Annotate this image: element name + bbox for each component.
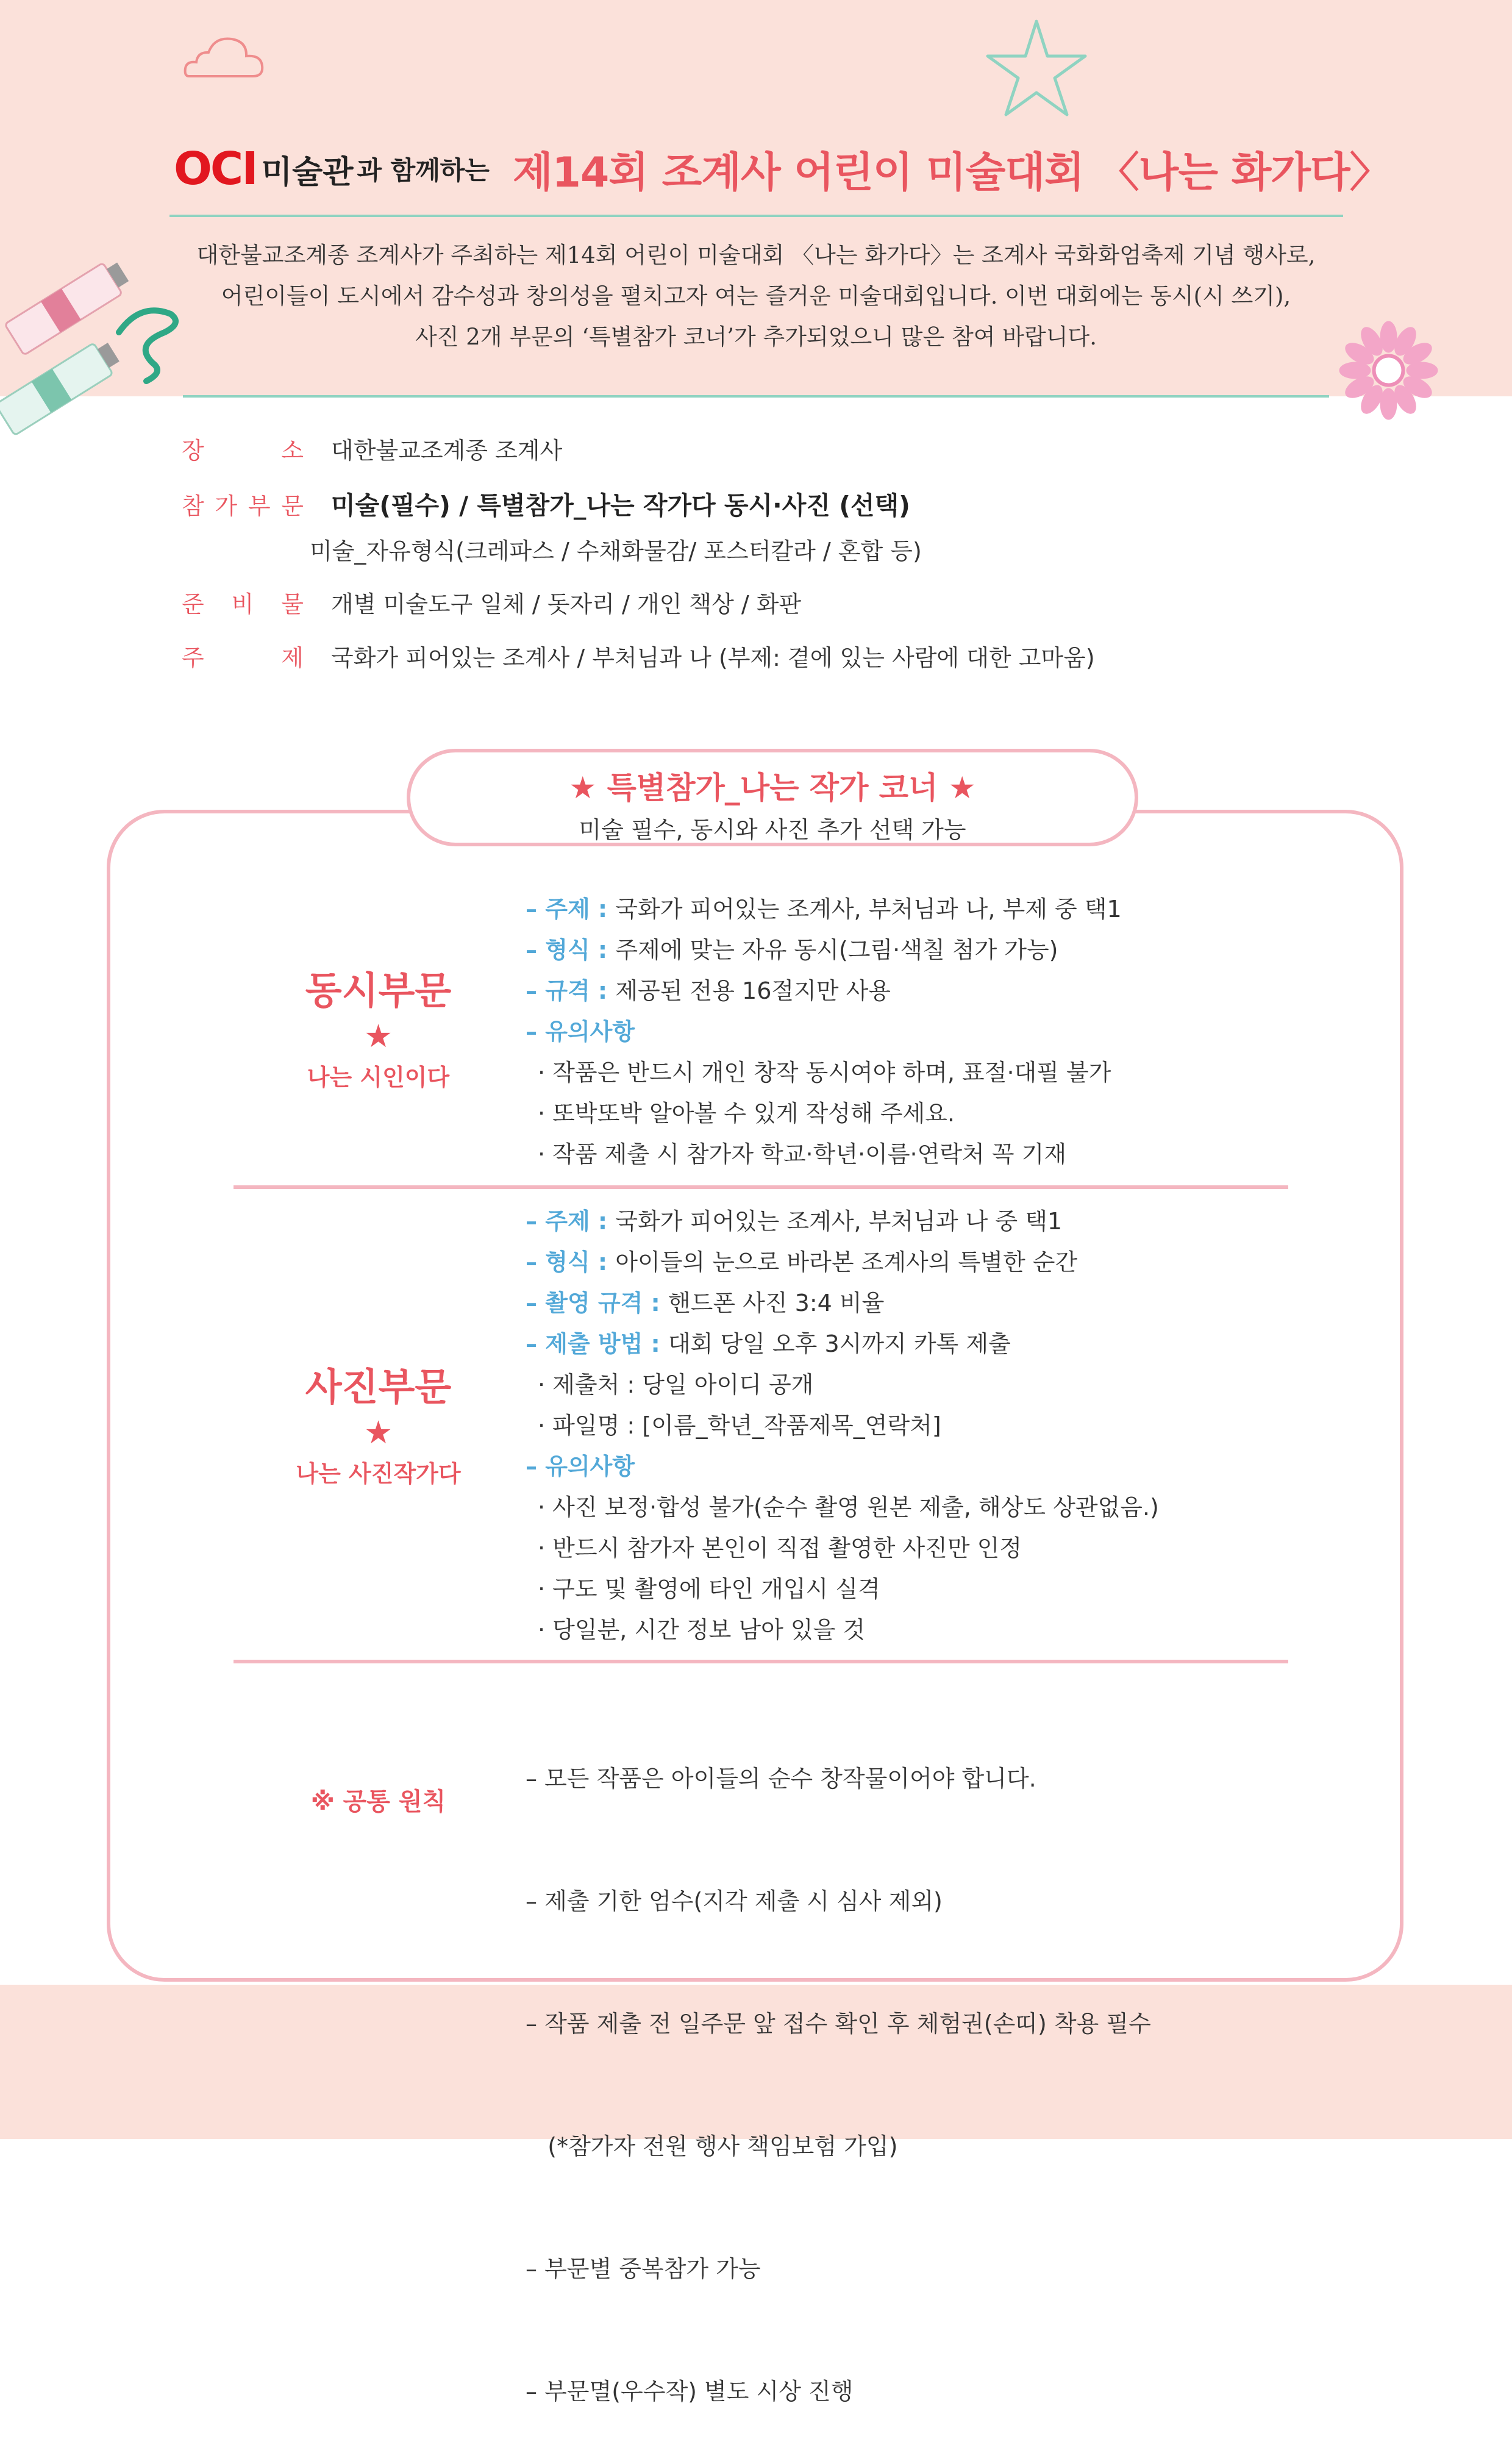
list-item: – 형식 : 아이들의 눈으로 바라본 조계사의 특별한 순간 [526, 1249, 1078, 1276]
list-item: – 제출 방법 : 대회 당일 오후 3시까지 카톡 제출 [526, 1330, 1011, 1357]
section-title: 동시부문 [305, 968, 452, 1013]
list-item: – 유의사항 [526, 1018, 635, 1045]
section-subtitle: 나는 사진작가다 [296, 1460, 461, 1487]
list-item: – 형식 : 주제에 맞는 자유 동시(그림·색칠 첨가 가능) [526, 937, 1058, 963]
with-label: 과 함께하는 [357, 155, 490, 185]
special-subtitle: 미술 필수, 동시와 사진 추가 선택 가능 [579, 816, 966, 843]
list-item: – 부문멸(우수작) 별도 시상 진행 [526, 2378, 854, 2405]
list-item: – 유의사항 [526, 1453, 635, 1480]
photo-section-heading [234, 1357, 523, 1488]
star-icon [985, 18, 1088, 119]
museum-label: 미술관 [261, 154, 354, 191]
info-value: 국화가 피어있는 조계사 / 부처님과 나 (부제: 곁에 있는 사람에 대한 고마움) [331, 644, 1095, 671]
section-divider [234, 1660, 1288, 1663]
list-item: · 당일분, 시간 정보 남아 있을 것 [538, 1616, 866, 1643]
list-item: – 부문별 중복참가 가능 [526, 2255, 761, 2282]
cloud-icon [183, 30, 268, 82]
intro-line: 사진 2개 부문의 ‘특별참가 코너’가 추가되었으니 많은 참여 바랍니다. [415, 324, 1097, 350]
list-item: – 규격 : 제공된 전용 16절지만 사용 [526, 977, 891, 1004]
list-item: – 제출 기한 엄수(지각 제출 시 심사 제외) [526, 1888, 943, 1915]
list-item: · 사진 보정·합성 불가(순수 촬영 원본 제출, 해상도 상관없음.) [538, 1494, 1159, 1521]
info-category-sub: 미술_자유형식(크레파스 / 수채화물감/ 포스터칼라 / 혼합 등) [310, 538, 922, 565]
list-item: · 반드시 참가자 본인이 직접 촬영한 사진만 인정 [538, 1535, 1022, 1562]
info-place [182, 432, 562, 465]
info-prep [182, 585, 801, 619]
info-label: 주 제 [182, 644, 304, 671]
section-title: 사진부문 [305, 1365, 452, 1409]
poem-section-heading [234, 960, 523, 1092]
title-divider [169, 215, 1343, 217]
info-category [182, 485, 910, 521]
list-item: – 주제 : 국화가 피어있는 조계사, 부처님과 나, 부제 중 택1 [526, 896, 1122, 923]
info-label: 참 가 부 문 [182, 493, 304, 520]
list-item: – 모든 작품은 아이들의 순수 창작물이어야 합니다. [526, 1765, 1036, 1792]
page-title [174, 135, 1391, 202]
list-item: · 구도 및 촬영에 타인 개입시 실격 [538, 1576, 880, 1602]
info-theme [182, 639, 1095, 673]
list-item: · 작품은 반드시 개인 창작 동시여야 하며, 표절·대필 불가 [538, 1059, 1111, 1086]
list-item: – 주제 : 국화가 피어있는 조계사, 부처님과 나 중 택1 [526, 1208, 1063, 1235]
section-subtitle: 나는 시인이다 [307, 1064, 450, 1091]
intro-text [146, 235, 1366, 357]
info-value: 대한불교조계종 조계사 [331, 437, 563, 464]
intro-line: 대한불교조계종 조계사가 주최하는 제14회 어린이 미술대회 〈나는 화가다〉는 조계사 국화화엄축제 기념 행사로, [196, 242, 1316, 268]
list-item: (*참가자 전원 행사 책임보험 가입) [526, 2133, 898, 2160]
common-rules-title: ※ 공통 원칙 [310, 1788, 446, 1816]
intro-line: 어린이들이 도시에서 감수성과 창의성을 펼치고자 여는 즐거운 미술대회입니다. 이번 대회에는 동시(시 쓰기), [221, 283, 1291, 309]
poem-details [526, 889, 1294, 1175]
list-item: · 파일명 : [이름_학년_작품제목_연락처] [538, 1412, 941, 1439]
list-item: · 제출처 : 당일 아이디 공개 [538, 1371, 814, 1398]
info-label: 준 비 물 [182, 591, 304, 618]
info-label: 장 소 [182, 437, 304, 464]
star-icon: ★ [364, 1415, 393, 1451]
special-title: ★ 특별참가_나는 작가 코너 ★ [569, 770, 976, 805]
list-item: – 촬영 규격 : 핸드폰 사진 3:4 비율 [526, 1290, 885, 1316]
intro-divider [183, 395, 1329, 398]
special-section-header [407, 749, 1138, 846]
section-divider [234, 1185, 1288, 1189]
list-item: · 작품 제출 시 참가자 학교·학년·이름·연락처 꼭 기재 [538, 1141, 1067, 1168]
info-value: 개별 미술도구 일체 / 돗자리 / 개인 책상 / 화판 [331, 591, 802, 618]
photo-details [526, 1201, 1294, 1651]
info-value: 미술(필수) / 특별참가_나는 작가다 동시·사진 (선택) [331, 491, 910, 520]
common-rules [526, 1677, 1294, 2453]
contest-title: 제14회 조계사 어린이 미술대회 〈나는 화가다〉 [512, 148, 1391, 197]
oci-logo: OCI [174, 143, 257, 195]
list-item: – 작품 제출 전 일주문 앞 접수 확인 후 체험권(손띠) 착용 필수 [526, 2010, 1151, 2037]
star-icon: ★ [364, 1018, 393, 1055]
list-item: · 또박또박 알아볼 수 있게 작성해 주세요. [538, 1100, 955, 1127]
